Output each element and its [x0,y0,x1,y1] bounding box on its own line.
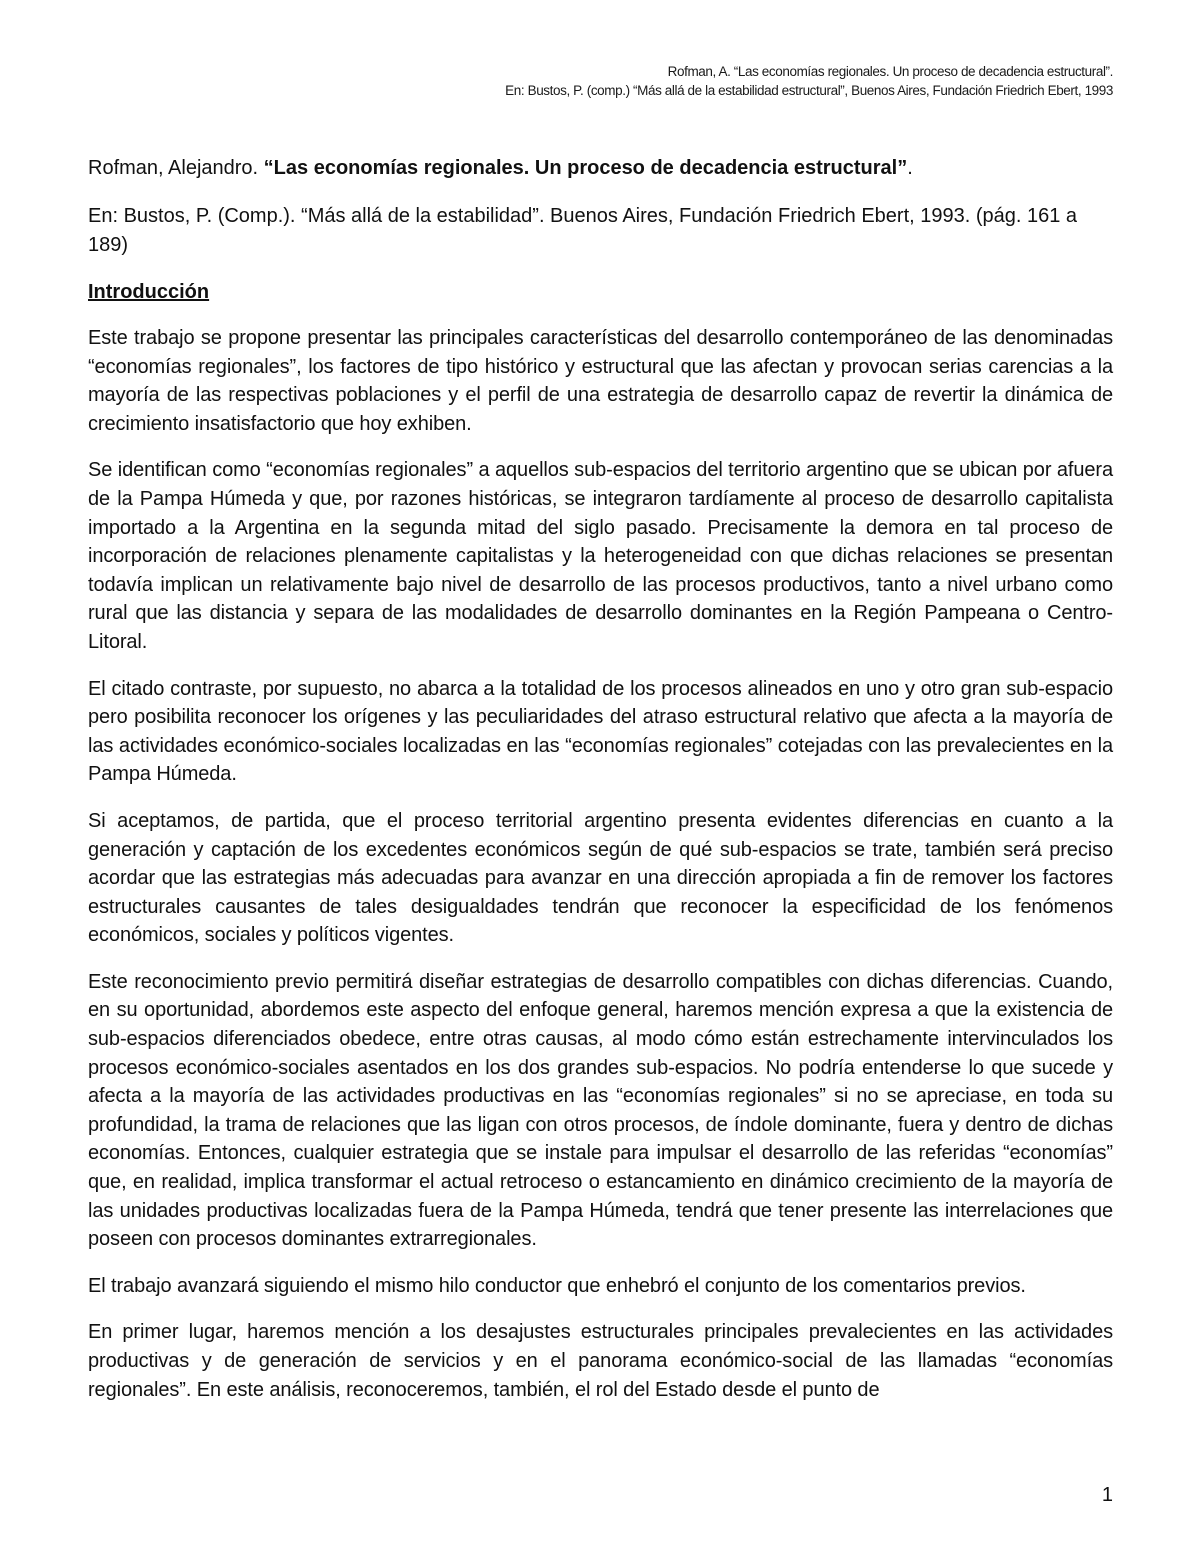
paragraph-5: Este reconocimiento previo permitirá diseñar estrategias de desarrollo compatibles con dichas diferencias. Cuando, en su oportunidad, abordemos este aspecto del enfoque general, haremos mención expresa a que la existencia de sub-espacios diferenciados obedece, entre otras causas, al modo cómo están estrechamente intervinculados los procesos económico-sociales asentados en los dos grandes sub-espacios. No podría entenderse lo que sucede y afecta a la mayoría de las actividades productivas en las “economías regionales” si no se apreciase, en toda su profundidad, la trama de relaciones que las ligan con otros procesos, de índole dominante, fuera y dentro de dichas economías. Entonces, cualquier estrategia que se instale para impulsar el desarrollo de las referidas “economías” que, en realidad, implica transformar el actual retroceso o estancamiento en dinámico crecimiento de la mayoría de las unidades productivas localizadas fuera de la Pampa Húmeda, tendrá que tener presente las interrelaciones que poseen con procesos dominantes extrarregionales. [88,970,1113,1251]
running-header-line-2: En: Bustos, P. (comp.) “Más allá de la estabilidad estructural”, Buenos Aires, Fundación Friedrich Ebert, 1993 [505,83,1113,98]
running-header [313,62,1113,100]
running-header-line-1: Rofman, A. “Las economías regionales. Un proceso de decadencia estructural”. [667,64,1113,79]
paragraph-4: Si aceptamos, de partida, que el proceso territorial argentino presenta evidentes diferencias en cuanto a la generación y captación de los excedentes económicos según de qué sub-espacios se trate, también será preciso acordar que las estrategias más adecuadas para avanzar en una dirección apropiada a fin de remover los factores estructurales causantes de tales desigualdades tendrán que reconocer la especificidad de los fenómenos económicos, sociales y políticos vigentes. [88,809,1113,947]
paragraph-7: En primer lugar, haremos mención a los desajustes estructurales principales prevalecientes en las actividades productivas y de generación de servicios y en el panorama económico-social de las llamadas “economías regionales”. En este análisis, reconoceremos, también, el rol del Estado desde el punto de [88,1321,1113,1401]
page-number: 1 [1101,1484,1113,1506]
source-reference: En: Bustos, P. (Comp.). “Más allá de la estabilidad”. Buenos Aires, Fundación Friedrich Ebert, 1993. (pág. 161 a 189) [88,205,1078,256]
citation [88,154,1113,183]
citation-author: Rofman, Alejandro. [88,157,259,179]
document-body [88,154,1113,1422]
paragraph-2: Se identifican como “economías regionales” a aquellos sub-espacios del territorio argentino que se ubican por afuera de la Pampa Húmeda y que, por razones históricas, se integraron tardíamente al proceso de desarrollo capitalista importado a la Argentina en la segunda mitad del siglo pasado. Precisamente la demora en tal proceso de incorporación de relaciones plenamente capitalistas y la heterogeneidad con que dichas relaciones se presentan todavía implican un relativamente bajo nivel de desarrollo de las procesos productivos, tanto a nivel urbano como rural que las distancia y separa de las modalidades de desarrollo dominantes en la Región Pampeana o Centro-Litoral. [88,459,1113,653]
citation-end: . [907,157,913,179]
paragraph-1: Este trabajo se propone presentar las principales características del desarrollo contemporáneo de las denominadas “economías regionales”, los factores de tipo histórico y estructural que las afectan y provocan serias carencias a la mayoría de las respectivas poblaciones y el perfil de una estrategia de desarrollo capaz de revertir la dinámica de crecimiento insatisfactorio que hoy exhiben. [88,327,1113,435]
section-heading: Introducción [88,281,210,303]
citation-title: “Las economías regionales. Un proceso de decadencia estructural” [263,157,908,179]
paragraph-3: El citado contraste, por supuesto, no abarca a la totalidad de los procesos alineados en uno y otro gran sub-espacio pero posibilita reconocer los orígenes y las peculiaridades del atraso estructural relativo que afecta a la mayoría de las actividades económico-sociales localizadas en las “economías regionales” cotejadas con las prevalecientes en la Pampa Húmeda. [88,677,1113,786]
paragraph-6: El trabajo avanzará siguiendo el mismo hilo conductor que enhebró el conjunto de los comentarios previos. [88,1274,1026,1297]
